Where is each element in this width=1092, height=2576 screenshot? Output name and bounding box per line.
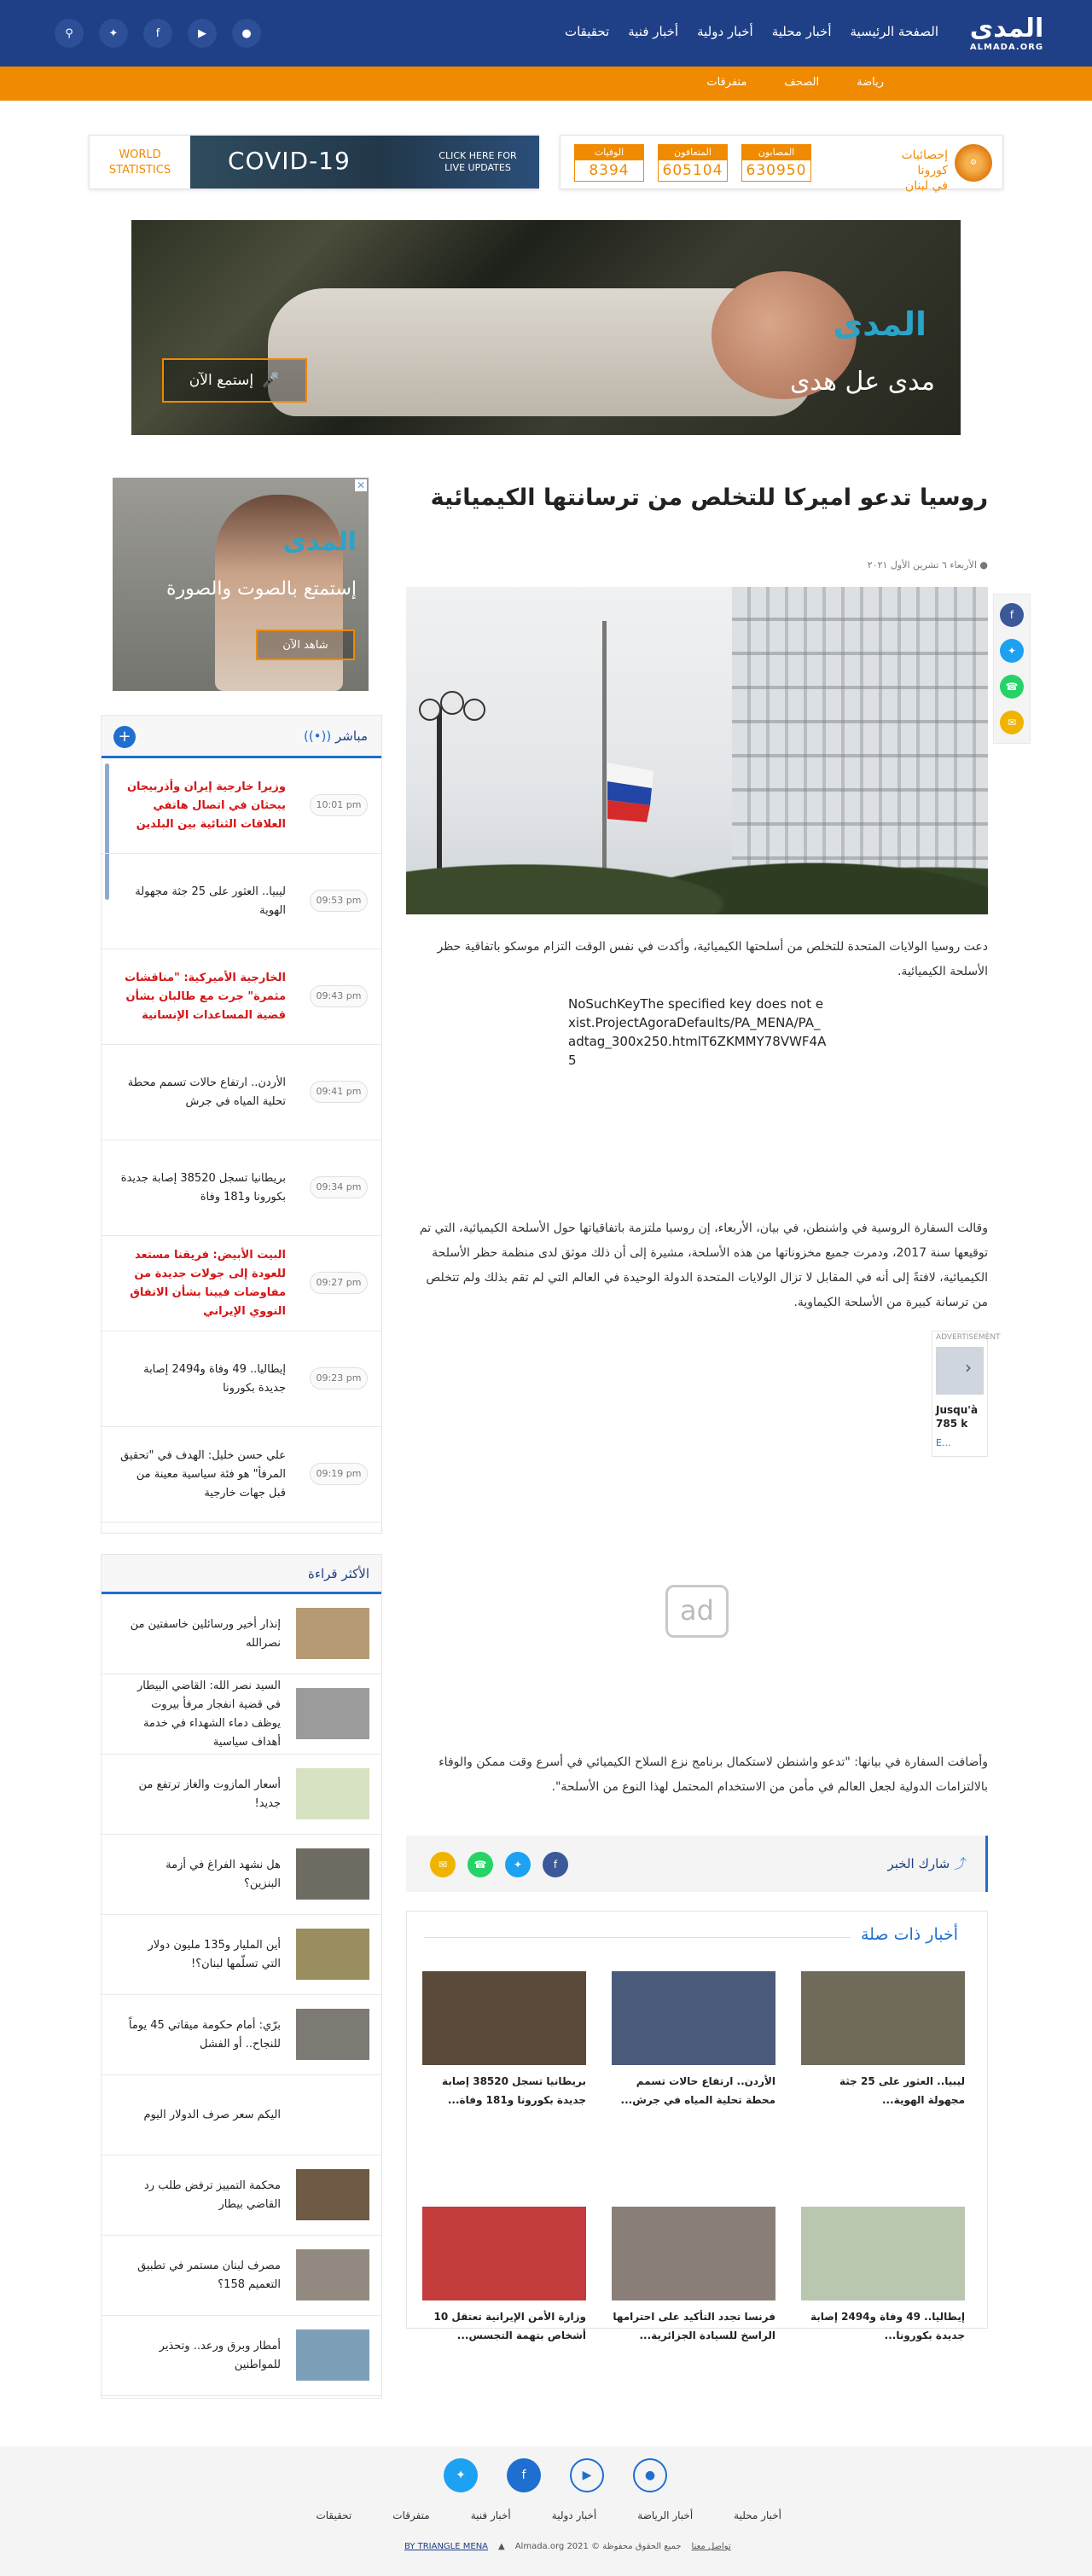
related-card[interactable] [801, 1971, 965, 2109]
most-read-thumb[interactable] [296, 1768, 369, 1819]
article-date [868, 560, 988, 571]
live-feed-headline[interactable]: ليبيا.. العثور على 25 جثة مجهولة الهوية [135, 885, 286, 917]
most-read [101, 1554, 382, 2399]
article-paragraph-1: دعت روسيا الولايات المتحدة للتخلص من أسلحتها الكيميائية، وأكدت في نفس الوقت التزام موسكو باتفاقية حظر الأسلحة الكيميائية. [437, 940, 988, 978]
most-read-thumb[interactable] [296, 2089, 369, 2140]
live-feed-headline[interactable]: علي حسن خليل: الهدف في "تحقيق المرفأ" هو فئة سياسية معينة من قبل جهات خارجية [120, 1449, 286, 1500]
covid-cta[interactable] [431, 150, 525, 174]
most-read-item[interactable] [102, 1835, 381, 1915]
live-feed-time: 09:27 pm [310, 1272, 368, 1294]
most-read-thumb[interactable] [296, 1608, 369, 1659]
most-read-headline[interactable]: أين المليار و135 مليون دولار التي تسلّمها لبنان؟! [148, 1939, 281, 1970]
live-feed-time: 09:23 pm [310, 1367, 368, 1390]
chevron-right-icon[interactable]: › [965, 1357, 972, 1378]
share-icon: ⤴ [950, 1856, 967, 1871]
world-label-line2: STATISTICS [108, 164, 171, 177]
related-news [406, 1911, 988, 2341]
apple-icon[interactable]: ● [232, 19, 261, 48]
most-read-headline[interactable]: اليكم سعر صرف الدولار اليوم [143, 2109, 281, 2121]
world-stats-widget[interactable] [89, 135, 539, 189]
live-feed-item[interactable] [102, 854, 381, 949]
related-card-image[interactable] [801, 1971, 965, 2065]
live-label: مباشر [335, 728, 368, 744]
related-card-title[interactable]: إيطاليا.. 49 وفاة و2494 إصابة جديدة بكورونا... [810, 2311, 965, 2341]
covid-banner[interactable] [190, 136, 539, 189]
corona-icon: ⚙ [955, 144, 992, 182]
most-read-item[interactable] [102, 2155, 381, 2236]
live-feed-item[interactable] [102, 1045, 381, 1140]
live-feed-item[interactable] [102, 1140, 381, 1236]
most-read-headline[interactable]: أمطار وبرق ورعد.. وتحذير للمواطنين [159, 2340, 281, 2371]
adchoices-headline: Jusqu'à 785 k [936, 1404, 979, 1430]
lebanon-title-line1: إحصائيات كورونا [901, 148, 948, 177]
most-read-thumb[interactable] [296, 2249, 369, 2300]
lebanon-stats-widget [560, 135, 1003, 193]
most-read-item[interactable] [102, 1755, 381, 1835]
live-feed-item[interactable] [102, 1332, 381, 1427]
google-play-icon[interactable]: ▶ [188, 19, 217, 48]
trees [406, 812, 988, 914]
nav-art-news[interactable]: أخبار فنية [628, 24, 679, 39]
article-paragraph-3: وأضافت السفارة في بيانها: "تدعو واشنطن لاستكمال برنامج نزع السلاح الكيميائي في أسرع وقت ممكن والوفاء بالالتزامات الدولية لجعل العالم في مأمن من الاستخدام المحتمل لهذا النوع من الأسلحة". [439, 1755, 988, 1794]
subnav-misc[interactable]: متفرقات [706, 76, 747, 89]
live-feed-headline[interactable]: البيت الأبيض: فريقنا مستعد للعودة إلى جولات جديدة من مفاوضات فيينا بشأن الاتفاق النووي الإيراني [130, 1249, 286, 1318]
world-label-line1: WORLD [119, 148, 161, 161]
footer [0, 2446, 1092, 2576]
stat-infected-value: 630950 [746, 162, 807, 179]
stat-recovered-label: المتعافون [659, 145, 727, 160]
apple-icon[interactable]: ● [633, 2458, 667, 2492]
most-read-thumb[interactable] [296, 1929, 369, 1980]
footer-nav-local[interactable]: أخبار محلية [734, 2509, 781, 2521]
most-read-thumb[interactable] [296, 2169, 369, 2220]
email-icon[interactable]: ✉ [430, 1852, 456, 1877]
lebanon-stats-title [871, 148, 948, 194]
twitter-icon[interactable]: ✦ [99, 19, 128, 48]
most-read-headline[interactable]: إنذار أخير ورسائلين خاسفتين من نصرالله [130, 1618, 281, 1650]
close-icon[interactable]: ✕ [356, 479, 366, 491]
article-paragraph-2: وقالت السفارة الروسية في واشنطن، في بيان، الأربعاء، إن روسيا ملتزمة باتفاقياتها حول الأسلحة الكيميائية، التي تم توقيعها سنة 2017، ودمرت جميع مخزوناتها من هذه الأسلحة، مشيرة إلى أن ذلك موثق لدى منظمة حظر الأسلحة الكيميائية، لافتةً إلى أنه في المقابل لا تزال الولايات المتحدة الدولة الوحيدة في العالم التي لم تقم بذلك ولم تتخلص من ترسانة كبيرة من الأسلحة الكيماوية. [419, 1221, 988, 1309]
article-date-text: الأربعاء ٦ تشرين الأول ٢٠٢١ [867, 560, 977, 571]
most-read-item[interactable] [102, 2236, 381, 2316]
listen-now-label: إستمع الآن [189, 372, 254, 389]
footer-nav-world[interactable]: أخبار دولية [551, 2509, 597, 2521]
twitter-icon[interactable]: ✦ [444, 2458, 478, 2492]
logo-mark: المدى [969, 14, 1044, 44]
floating-share-bar [993, 594, 1031, 744]
most-read-headline[interactable]: برّي: أمام حكومة ميقاتي 45 يوماً للنجاح.. أو الفشل [128, 2019, 281, 2051]
related-card-image[interactable] [612, 1971, 775, 2065]
related-card[interactable] [612, 2207, 775, 2345]
adchoices-widget[interactable] [932, 1331, 1001, 1457]
most-read-item[interactable] [102, 1915, 381, 1995]
adchoices-thumb [936, 1347, 984, 1395]
related-card[interactable] [801, 2207, 965, 2345]
related-card-image[interactable] [801, 2207, 965, 2300]
stat-recovered [658, 144, 728, 182]
watch-now-label: شاهد الآن [282, 638, 328, 652]
subnav-newspapers[interactable]: الصحف [784, 76, 820, 89]
live-feed [101, 715, 382, 1534]
live-feed-time: 09:34 pm [310, 1176, 368, 1198]
live-feed-item[interactable] [102, 1236, 381, 1332]
stat-deaths [574, 144, 644, 182]
ad-logo: المدى [833, 305, 926, 343]
site-logo[interactable] [969, 15, 1044, 55]
facebook-icon[interactable]: f [507, 2458, 541, 2492]
related-card-title[interactable]: بريطانيا تسجل 38520 إصابة جديدة بكورونا و181 وفاة... [442, 2075, 586, 2106]
facebook-icon[interactable]: f [1000, 603, 1024, 627]
most-read-item[interactable] [102, 1995, 381, 2075]
footer-bottom [404, 2542, 814, 2551]
related-divider [424, 1937, 851, 1938]
related-card[interactable] [422, 1971, 586, 2109]
top-header [0, 0, 1092, 67]
live-feed-headline[interactable]: وزيرا خارجية إيران وأذربيجان يبحثان في اتصال هاتفي العلاقات الثنائية بين البلدين [126, 780, 286, 831]
related-title: أخبار ذات صلة [860, 1925, 958, 1944]
listen-now-button[interactable] [162, 358, 307, 403]
related-card-image[interactable] [612, 2207, 775, 2300]
live-feed-item[interactable] [102, 758, 381, 854]
ad-error-text: NoSuchKeyThe specified key does not exist.ProjectAgoraDefaults/PA_MENA/PA_adtag_300x250.htmlT6ZKMMY78VWF4A5 [568, 996, 827, 1068]
live-feed-list [102, 758, 381, 1523]
related-card-title[interactable]: فرنسا تجدد التأكيد على احترامها الراسخ للسيادة الجزائرية... [613, 2311, 775, 2341]
most-read-thumb[interactable] [296, 2329, 369, 2381]
triangle-logo-icon: ▲ [498, 2542, 505, 2551]
most-read-headline[interactable]: السيد نصر الله: القاضي البيطار في قضية انفجار مرفأ بيروت يوظف دماء الشهداء في خدمة أهداف سياسية [136, 1680, 281, 1749]
covid-cta-line2: LIVE UPDATES [444, 162, 511, 173]
most-read-headline[interactable]: هل نشهد الفراغ في أزمة البنزين؟ [166, 1859, 281, 1890]
nav-investigations[interactable]: تحقيقات [564, 24, 610, 39]
microphone-icon: 🎤 [262, 372, 281, 389]
most-read-header [102, 1555, 381, 1594]
most-read-item[interactable] [102, 1674, 381, 1755]
search-icon[interactable]: ⚲ [55, 19, 84, 48]
expand-feed-button[interactable]: + [113, 726, 136, 748]
live-broadcast-icon: ((•)) [303, 728, 332, 744]
stat-deaths-label: الوفيات [575, 145, 643, 160]
lamp-globes [418, 689, 486, 732]
watch-now-button[interactable] [256, 629, 355, 660]
related-card-title[interactable]: ليبيا.. العثور على 25 جثة مجهولة الهوية... [839, 2075, 965, 2106]
ad-placeholder-icon: ad [665, 1585, 729, 1638]
related-card-image[interactable] [422, 2207, 586, 2300]
covid-title: COVID-19 [228, 147, 351, 175]
live-feed-time: 09:41 pm [310, 1081, 368, 1103]
most-read-headline[interactable]: أسعار المازوت والغاز ترتفع من جديد! [138, 1778, 281, 1810]
share-label [887, 1854, 967, 1872]
footer-nav-investigations[interactable]: تحقيقات [316, 2509, 352, 2521]
whatsapp-icon[interactable]: ☎ [1000, 675, 1024, 699]
share-bar [406, 1836, 988, 1892]
live-feed-headline[interactable]: الخارجية الأميركية: "مناقشات مثمرة" جرت مع طالبان بشأن قضية المساعدات الإنسانية [125, 972, 286, 1022]
related-card[interactable] [612, 1971, 775, 2109]
main-nav [565, 24, 938, 39]
related-card-image[interactable] [422, 1971, 586, 2065]
logo-sub: ALMADA.ORG [969, 43, 1044, 52]
live-feed-headline[interactable]: الأردن.. ارتفاع حالات تسمم محطة تحلية المياه في جرش [127, 1076, 286, 1108]
live-feed-time: 09:19 pm [310, 1463, 368, 1485]
whatsapp-icon[interactable]: ☎ [468, 1852, 493, 1877]
sidebar-ad[interactable] [113, 478, 369, 691]
most-read-thumb[interactable] [296, 2009, 369, 2060]
twitter-icon[interactable]: ✦ [505, 1852, 531, 1877]
related-card[interactable] [422, 2207, 586, 2345]
world-stats-label [90, 136, 190, 189]
live-feed-time: 09:43 pm [310, 985, 368, 1007]
stat-infected-label: المصابون [742, 145, 810, 160]
live-feed-title [304, 728, 368, 744]
nav-home[interactable]: الصفحة الرئيسية [850, 24, 938, 39]
most-read-item[interactable] [102, 1594, 381, 1674]
stat-infected [741, 144, 811, 182]
lebanon-title-line2: في لبنان [904, 179, 948, 193]
credit-link[interactable]: BY TRIANGLE MENA [404, 2542, 489, 2551]
clock-icon: ● [976, 560, 988, 571]
live-feed-headline[interactable]: إيطاليا.. 49 وفاة و2494 إصابة جديدة بكورونا [143, 1363, 286, 1395]
sub-nav [706, 76, 884, 89]
most-read-thumb[interactable] [296, 1688, 369, 1739]
adchoices-cta[interactable]: E... [936, 1437, 951, 1448]
live-feed-headline[interactable]: بريطانيا تسجل 38520 إصابة جديدة بكورونا و181 وفاة [120, 1172, 286, 1204]
footer-icons [444, 2458, 667, 2492]
share-label-text: شارك الخبر [887, 1856, 950, 1871]
most-read-headline[interactable]: مصرف لبنان مستمر في تطبيق التعميم 158؟ [137, 2260, 281, 2291]
google-play-icon[interactable]: ▶ [570, 2458, 604, 2492]
copyright-text: جميع الحقوق محفوظة © Almada.org 2021 [514, 2542, 682, 2551]
footer-nav [316, 2509, 781, 2521]
live-feed-item[interactable] [102, 1427, 381, 1523]
footer-nav-misc[interactable]: متفرقات [392, 2509, 430, 2521]
adchoices-label: ADVERTISEMENT [936, 1333, 1001, 1342]
covid-cta-line1: CLICK HERE FOR [439, 150, 517, 161]
most-read-thumb[interactable] [296, 1848, 369, 1900]
live-feed-time: 09:53 pm [310, 890, 368, 912]
nav-local-news[interactable]: أخبار محلية [771, 24, 832, 39]
subnav-sports[interactable]: رياضة [857, 76, 884, 89]
most-read-list [102, 1594, 381, 2396]
most-read-headline[interactable]: محكمة التمييز ترفض طلب رد القاضي بيطار [144, 2179, 281, 2211]
stat-recovered-value: 605104 [662, 162, 723, 179]
related-card-title[interactable]: الأردن.. ارتفاع حالات تسمم محطة تحلية المياه في جرش... [620, 2075, 775, 2106]
facebook-icon[interactable]: f [143, 19, 172, 48]
nav-world-news[interactable]: أخبار دولية [697, 24, 753, 39]
most-read-item[interactable] [102, 2075, 381, 2155]
sidebar-ad-logo: المدى [282, 527, 357, 557]
email-icon[interactable]: ✉ [1000, 711, 1024, 734]
ad-tagline: مدى عل هدى [789, 367, 935, 397]
live-feed-item[interactable] [102, 949, 381, 1045]
related-card-title[interactable]: وزارة الأمن الإيرانية تعتقل 10 أشخاص بتهمة التجسس... [433, 2311, 586, 2341]
header-icons [55, 19, 261, 48]
share-buttons [430, 1852, 568, 1877]
most-read-item[interactable] [102, 2316, 381, 2396]
facebook-icon[interactable]: f [543, 1852, 568, 1877]
sub-header [0, 67, 1092, 101]
most-read-title: الأكثر قراءة [308, 1566, 369, 1581]
twitter-icon[interactable]: ✦ [1000, 639, 1024, 663]
contact-link[interactable]: تواصل معنا [691, 2542, 731, 2551]
sidebar-ad-tagline: إستمتع بالصوت والصورة [166, 578, 357, 600]
stat-deaths-value: 8394 [589, 162, 630, 179]
live-feed-header [102, 716, 381, 758]
live-feed-time: 10:01 pm [310, 794, 368, 816]
article-image [406, 587, 988, 914]
footer-nav-sports[interactable]: أخبار الرياضة [637, 2509, 694, 2521]
footer-nav-art[interactable]: أخبار فنية [470, 2509, 511, 2521]
article-title: روسيا تدعو اميركا للتخلص من ترسانتها الكيميائية [430, 484, 988, 511]
radio-ad-banner[interactable] [131, 220, 961, 435]
